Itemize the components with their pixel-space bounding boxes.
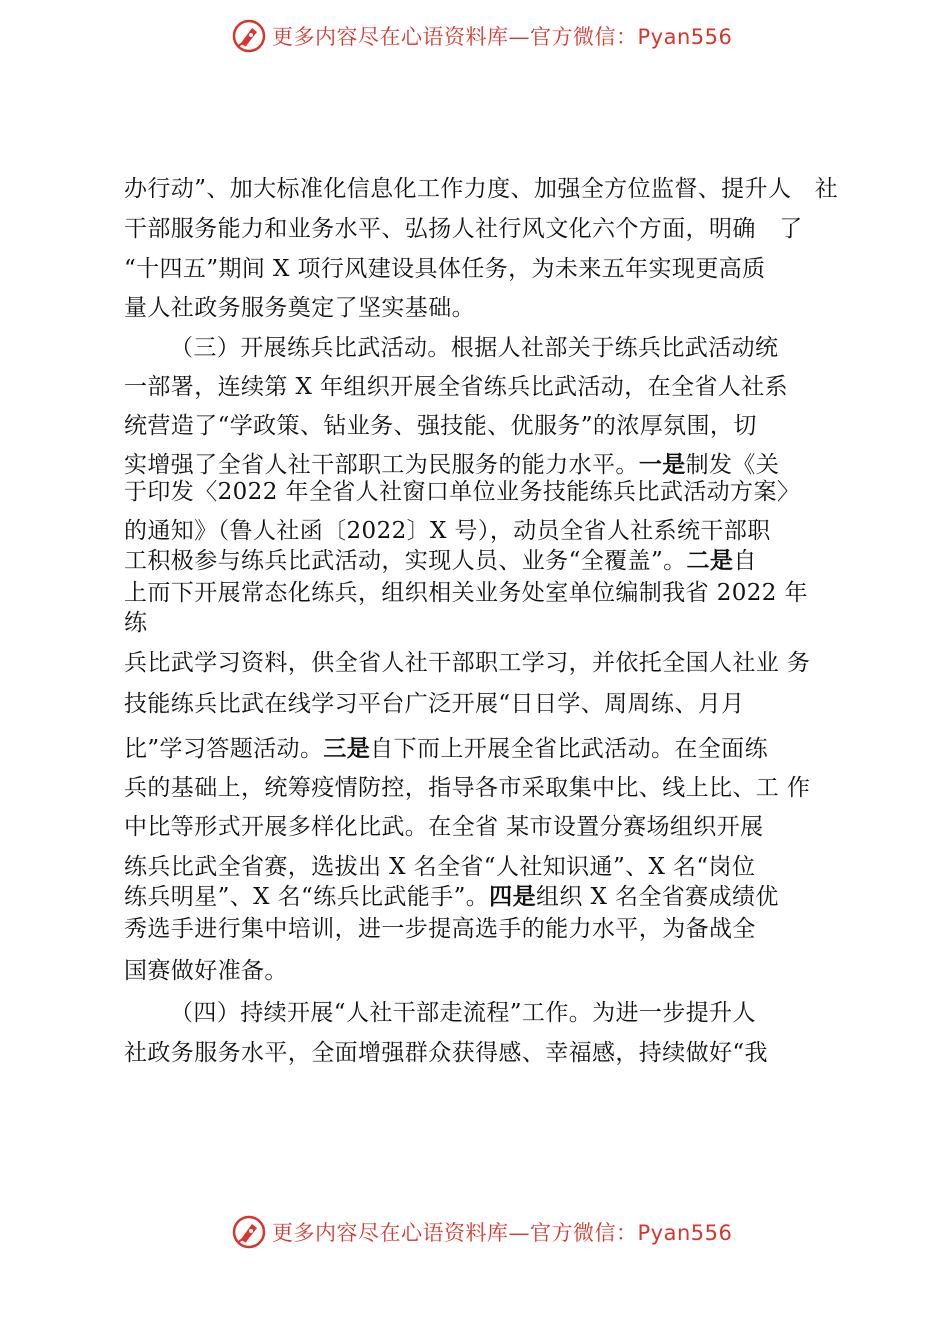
bold-marker: 四是 [489,884,536,910]
pen-nib-logo-icon [232,1215,266,1249]
text-line: 办行动”、加大标准化信息化工作力度、加强全方位监督、提升人 社 [124,176,839,202]
text-line: 秀选手进行集中培训，进一步提高选手的能力水平，为备战全 [124,916,756,942]
text-line: 比”学习答题活动。三是自下而上开展全省比武活动。在全面练 [124,736,768,762]
header-watermark-text: 更多内容尽在心语资料库—官方微信：Pyan556 [272,25,733,49]
text-line: “十四五”期间 X 项行风建设具体任务，为未来五年实现更高质 [124,256,766,282]
text-line: 一部署，连续第 X 年组织开展全省练兵比武活动，在全省人社系 [124,374,788,400]
bold-marker: 一是 [638,452,686,478]
text-line: 实增强了全省人社干部职工为民服务的能力水平。一是制发《关 [124,452,780,478]
footer-watermark-banner [232,1212,752,1252]
bold-marker: 三是 [323,736,371,762]
text-line: 工积极参与练兵比武活动，实现人员、业务“全覆盖”。二是自 [124,548,757,574]
text-line: 国赛做好准备。 [124,958,288,984]
bold-marker: 二是 [686,548,734,574]
text-line: 上而下开展常态化练兵，组织相关业务处室单位编制我省 2022 年 [124,580,808,606]
text-line: 干部服务能力和业务水平、弘扬人社行风文化六个方面，明确 了 [124,216,803,242]
footer-watermark-text: 更多内容尽在心语资料库—官方微信：Pyan556 [272,1221,733,1245]
text-line: 兵比武学习资料，供全省人社干部职工学习，并依托全国人社业 务 [124,650,811,676]
section-heading-line: （三）开展练兵比武活动。根据人社部关于练兵比武活动统 [170,335,779,361]
pen-nib-logo-icon [232,19,266,53]
footer-watermark-handle: Pyan556 [637,1221,733,1245]
text-line: 练 [124,610,148,636]
text-line: 于印发〈2022 年全省人社窗口单位业务技能练兵比武活动方案〉 [124,479,801,505]
text-line: 统营造了“学政策、钻业务、强技能、优服务”的浓厚氛围，切 [124,413,757,439]
text-line: 的通知》（鲁人社函〔2022〕X 号），动员全省人社系统干部职 [124,518,771,544]
header-watermark-banner [232,16,752,56]
text-line: 社政务服务水平，全面增强群众获得感、幸福感，持续做好“我 [124,1040,768,1066]
text-line: 练兵明星”、X 名“练兵比武能手”。四是组织 X 名全省赛成绩优 [124,884,779,910]
section-heading-line: （四）持续开展“人社干部走流程”工作。为进一步提升人 [170,1000,756,1026]
text-line: 量人社政务服务奠定了坚实基础。 [124,295,475,321]
text-line: 技能练兵比武在线学习平台广泛开展“日日学、周周练、月月 [124,691,745,717]
text-line: 中比等形式开展多样化比武。在全省 某市设置分赛场组织开展 [124,814,764,840]
text-line: 兵的基础上，统筹疫情防控，指导各市采取集中比、线上比、工 作 [124,775,811,801]
text-line: 练兵比武全省赛，选拔出 X 名全省“人社知识通”、X 名“岗位 [124,854,756,880]
header-watermark-handle: Pyan556 [637,25,733,49]
